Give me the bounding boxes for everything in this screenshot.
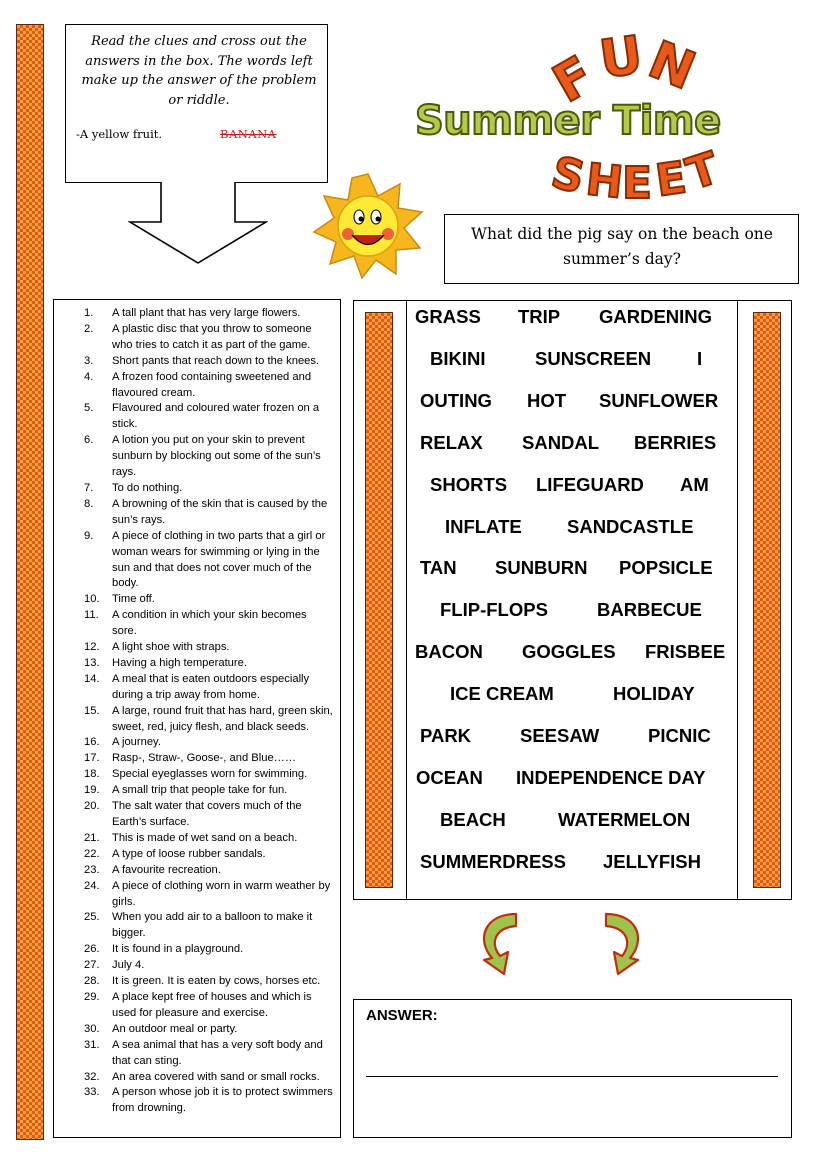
clue-text: Short pants that reach down to the knees. (112, 354, 320, 367)
clue-number: 19. (84, 784, 100, 797)
title-fun-letter: U (596, 25, 647, 91)
title-sheet-letter: E (622, 158, 653, 209)
clue-number: 4. (84, 370, 94, 383)
clue-number: 22. (84, 847, 100, 860)
word-item[interactable]: FLIP-FLOPS (440, 599, 548, 621)
clue-text: Special eyeglasses worn for swimming. (112, 768, 308, 781)
word-item[interactable]: PARK (420, 725, 472, 746)
clue-text: Flavoured and coloured water frozen on a stick. (112, 402, 320, 431)
clue-text: A place kept free of houses and which is used for pleasure and exercise. (112, 990, 312, 1019)
clue-text: A browning of the skin that is caused by the sun’s rays. (112, 497, 328, 526)
word-item[interactable]: BACON (415, 641, 483, 663)
clue-number: 30. (84, 1022, 100, 1035)
clue-text: A lotion you put on your skin to prevent sunburn by blocking out some of the sun’s rays. (112, 434, 321, 479)
clue-number: 18. (84, 768, 100, 781)
word-item[interactable]: SUNBURN (495, 557, 588, 579)
clue-text: This is made of wet sand on a beach. (112, 831, 298, 844)
word-item[interactable]: BIKINI (430, 347, 486, 369)
word-item[interactable]: TAN (420, 557, 457, 579)
word-item[interactable]: TRIP (518, 306, 561, 327)
clue-number: 1. (84, 307, 94, 319)
clue-number: 27. (84, 959, 100, 972)
clue-text: A person whose job it is to protect swimmers from drowning. (112, 1086, 333, 1115)
clue-text: A favourite recreation. (112, 863, 221, 876)
word-item[interactable]: PICNIC (648, 725, 711, 746)
clue-text: Time off. (112, 593, 155, 606)
clue-text: Having a high temperature. (112, 656, 247, 669)
clue-number: 10. (84, 593, 100, 606)
clue-number: 31. (84, 1038, 100, 1051)
word-item[interactable]: GRASS (415, 306, 481, 327)
clue-number: 28. (84, 975, 100, 988)
word-item[interactable]: OUTING (420, 389, 492, 411)
clue-text: A type of loose rubber sandals. (112, 847, 266, 860)
answer-input-line[interactable] (366, 1076, 778, 1077)
clue-number: 16. (84, 736, 100, 749)
word-item[interactable]: BARBECUE (597, 599, 702, 621)
curved-arrow-icon (470, 910, 526, 976)
word-item[interactable]: SUMMERDRESS (420, 850, 566, 872)
title-sheet-letter: H (583, 154, 626, 209)
clue-text: A meal that is eaten outdoors especially during a trip away from home. (112, 672, 310, 701)
clue-text: When you add air to a balloon to make it bigger. (112, 911, 313, 940)
riddle-question: What did the pig say on the beach one summer’s day? (471, 225, 773, 268)
word-item[interactable]: OCEAN (416, 766, 483, 788)
clue-text: A journey. (112, 736, 161, 749)
curved-arrow-icon (596, 910, 652, 976)
clue-number: 12. (84, 641, 100, 654)
clue-text: A frozen food containing sweetened and flavoured cream. (112, 370, 312, 399)
clue-text: A piece of clothing worn in warm weather by girls. (112, 879, 331, 908)
title-fun-letter: F (543, 45, 605, 115)
clue-number: 20. (84, 800, 100, 813)
title-sheet-letter: E (652, 152, 690, 207)
clue-text: It is found in a playground. (112, 943, 244, 956)
clue-text: July 4. (112, 959, 145, 972)
word-item[interactable]: INFLATE (445, 515, 522, 537)
clue-number: 9. (84, 529, 94, 542)
word-item[interactable]: GARDENING (599, 306, 713, 327)
word-item[interactable]: SHORTS (430, 473, 508, 495)
clue-text: A small trip that people take for fun. (112, 784, 288, 797)
word-item[interactable]: AM (680, 473, 709, 495)
word-item[interactable]: GOGGLES (522, 641, 616, 663)
title-sheet-letter: T (680, 142, 726, 201)
instructions-text: Read the clues and cross out the answers in the box. The words left make up the answer of the problem or riddle. (81, 34, 317, 108)
word-item[interactable]: SUNSCREEN (535, 347, 652, 369)
word-item[interactable]: RELAX (420, 431, 483, 453)
answer-label: ANSWER: (366, 1007, 438, 1024)
clue-number: 23. (84, 863, 100, 876)
clue-text: It is green. It is eaten by cows, horses etc. (112, 975, 321, 988)
word-item[interactable]: LIFEGUARD (536, 473, 644, 495)
clue-text: An outdoor meal or party. (112, 1022, 238, 1035)
title-summer-time: Summer Time (415, 98, 721, 144)
clue-number: 3. (84, 354, 94, 367)
clue-number: 26. (84, 943, 100, 956)
word-item[interactable]: HOLIDAY (613, 683, 695, 705)
clue-number: 6. (84, 434, 94, 447)
word-item[interactable]: I (697, 347, 703, 369)
clue-number: 32. (84, 1070, 100, 1083)
word-item[interactable]: BEACH (440, 808, 506, 830)
word-item[interactable]: SEESAW (520, 725, 600, 746)
clue-number: 29. (84, 990, 100, 1003)
clue-number: 33. (84, 1086, 100, 1099)
clue-number: 5. (84, 402, 94, 415)
word-item[interactable]: BERRIES (634, 431, 717, 453)
clue-text: A sea animal that has a very soft body and that can sting. (112, 1038, 323, 1067)
clue-text: Rasp-, Straw-, Goose-, and Blue…… (112, 752, 297, 765)
clue-number: 17. (84, 752, 100, 765)
word-item[interactable]: POPSICLE (619, 557, 713, 579)
word-item[interactable]: SANDAL (522, 431, 600, 453)
clue-text: An area covered with sand or small rocks. (112, 1070, 320, 1083)
clue-text: A condition in which your skin becomes sore. (112, 609, 307, 638)
clue-number: 15. (84, 704, 100, 717)
clue-number: 24. (84, 879, 100, 892)
word-item[interactable]: WATERMELON (558, 808, 691, 830)
clue-number: 25. (84, 911, 100, 924)
clue-number: 14. (84, 672, 100, 685)
clue-number: 11. (84, 609, 99, 622)
clue-number: 21. (84, 831, 100, 844)
example-clue: -A yellow fruit. (76, 127, 163, 141)
word-item[interactable]: SANDCASTLE (567, 515, 694, 537)
word-item[interactable]: JELLYFISH (603, 850, 702, 872)
clue-text: A plastic disc that you throw to someone who tries to catch it as part of the game. (112, 322, 312, 351)
word-item[interactable]: FRISBEE (645, 641, 726, 663)
clue-number: 8. (84, 497, 94, 510)
word-item[interactable]: SUNFLOWER (599, 389, 719, 411)
clue-text: A large, round fruit that has hard, green skin, sweet, red, juicy flesh, and black seeds. (112, 704, 333, 733)
title-fun-letter: N (640, 30, 704, 102)
word-item[interactable]: ICE CREAM (450, 683, 554, 705)
clue-number: 7. (84, 481, 94, 494)
clue-text: To do nothing. (112, 481, 183, 494)
clue-number: 13. (84, 656, 100, 669)
example-answer-crossed: BANANA (220, 127, 277, 141)
clue-text: A light shoe with straps. (112, 641, 230, 654)
title-sheet-letter: S (546, 146, 590, 205)
clue-text: The salt water that covers much of the Earth’s surface. (112, 800, 302, 828)
clue-text: A tall plant that has very large flowers. (112, 307, 301, 319)
word-item[interactable]: HOT (527, 389, 567, 411)
clue-number: 2. (84, 322, 94, 335)
clue-text: A piece of clothing in two parts that a girl or woman wears for swimming or lying in the sun and that does not cover much of the body. (112, 529, 326, 590)
word-item[interactable]: INDEPENDENCE DAY (516, 766, 706, 788)
